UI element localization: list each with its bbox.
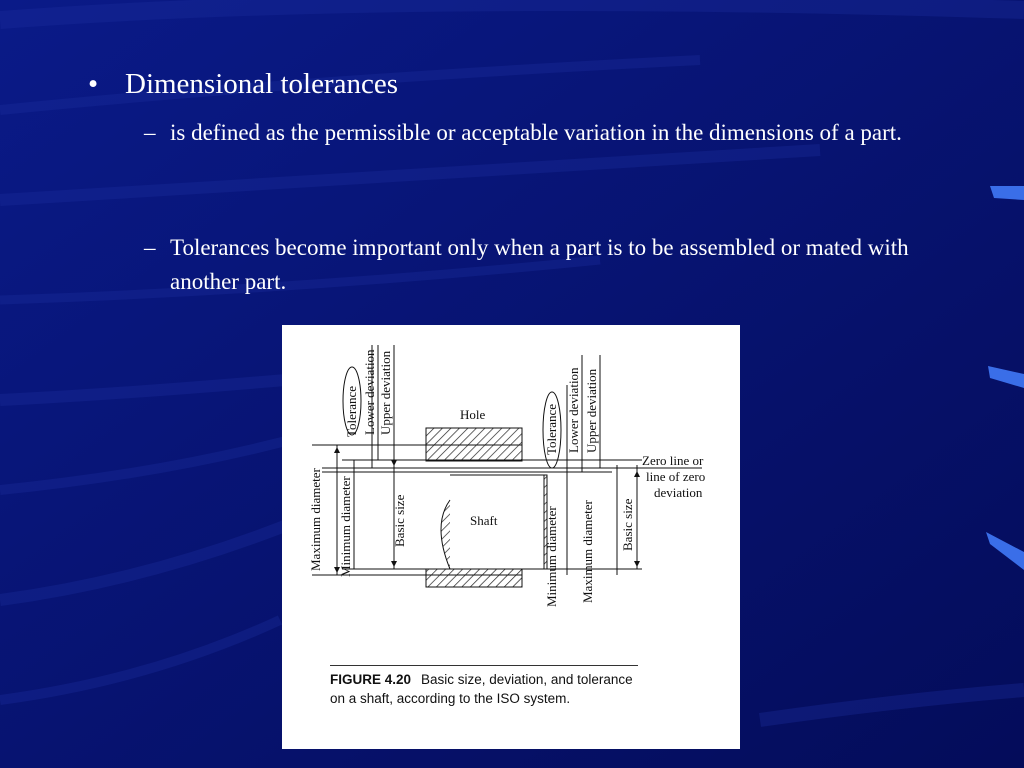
tolerance-figure	[282, 325, 740, 749]
hole-label: Hole	[460, 407, 486, 422]
basic-size-label: Basic size	[392, 494, 407, 547]
minimum-diameter-label: Minimum diameter	[338, 476, 353, 577]
lower-deviation-label-right: Lower deviation	[566, 367, 581, 453]
upper-deviation-label: Upper deviation	[378, 350, 393, 435]
caption-divider	[330, 665, 638, 666]
caption-number: FIGURE 4.20	[330, 672, 412, 687]
basic-size-label-right: Basic size	[620, 498, 635, 551]
zero-line-label-1: Zero line or	[642, 453, 704, 468]
caption-text: Basic size, deviation, and tolerance on a shaft, according to the ISO system.	[330, 672, 633, 706]
minimum-diameter-label-right: Minimum diameter	[544, 506, 559, 607]
hole-wall-bottom	[426, 569, 522, 587]
figure-caption	[330, 670, 650, 708]
sub-point-text: Tolerances become important only when a part is to be assembled or mated with another part.	[170, 235, 909, 294]
bullet-marker: •	[88, 68, 99, 100]
zero-line-label-2: line of zero	[646, 469, 706, 484]
decor-stripe-1	[990, 186, 1024, 200]
maximum-diameter-label: Maximum diameter	[308, 468, 323, 571]
zero-line-label-3: deviation	[654, 485, 703, 500]
dash-marker: –	[144, 120, 156, 145]
tolerance-label: Tolerance	[344, 385, 359, 437]
sub-point-text: is defined as the permissible or acceptable variation in the dimensions of a part.	[170, 120, 902, 145]
shaft-section	[441, 500, 450, 569]
heading-text: Dimensional tolerances	[125, 68, 398, 100]
upper-deviation-label-right: Upper deviation	[584, 368, 599, 453]
dash-marker: –	[144, 235, 156, 260]
lower-deviation-label: Lower deviation	[362, 349, 377, 435]
tolerance-label-right: Tolerance	[544, 403, 559, 455]
shaft-label: Shaft	[470, 513, 498, 528]
maximum-diameter-label-right: Maximum diameter	[580, 500, 595, 603]
